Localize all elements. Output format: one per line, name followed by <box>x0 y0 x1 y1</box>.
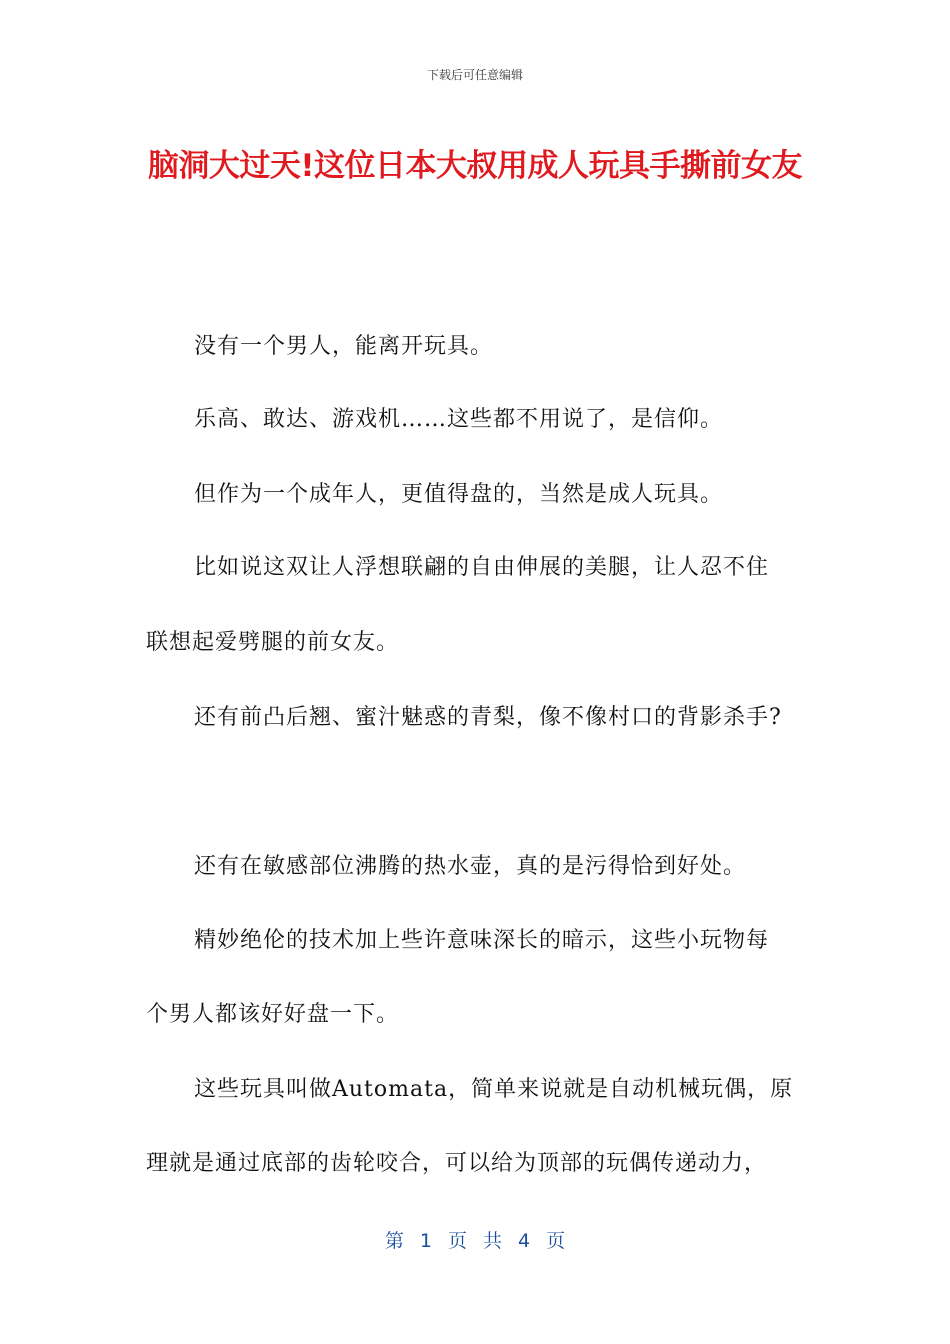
paragraph-line: 还有在敏感部位沸腾的热水壶，真的是污得恰到好处。 <box>194 854 747 879</box>
paragraph-line: 比如说这双让人浮想联翩的自由伸展的美腿，让人忍不住 <box>194 555 770 580</box>
paragraph-line: 没有一个男人，能离开玩具。 <box>194 334 494 359</box>
document-title: 脑洞大过天!这位日本大叔用成人玩具手撕前女友 <box>147 148 803 184</box>
paragraph-line: 这些玩具叫做Automata，简单来说就是自动机械玩偶，原 <box>194 1077 794 1102</box>
paragraph-line: 还有前凸后翘、蜜汁魅惑的青梨，像不像村口的背影杀手? <box>194 705 782 730</box>
paragraph-line: 个男人都该好好盘一下。 <box>146 1002 400 1027</box>
paragraph-line: 精妙绝伦的技术加上些许意味深长的暗示，这些小玩物每 <box>194 928 770 953</box>
paragraph-line: 理就是通过底部的齿轮咬合，可以给为顶部的玩偶传递动力， <box>146 1151 768 1176</box>
header-note: 下载后可任意编辑 <box>426 68 523 82</box>
paragraph-line: 但作为一个成年人，更值得盘的，当然是成人玩具。 <box>194 482 724 507</box>
paragraph-line: 联想起爱劈腿的前女友。 <box>146 630 400 655</box>
page-footer: 第 1 页 共 4 页 <box>384 1230 566 1252</box>
paragraph-line: 乐高、敢达、游戏机……这些都不用说了，是信仰。 <box>194 407 724 432</box>
